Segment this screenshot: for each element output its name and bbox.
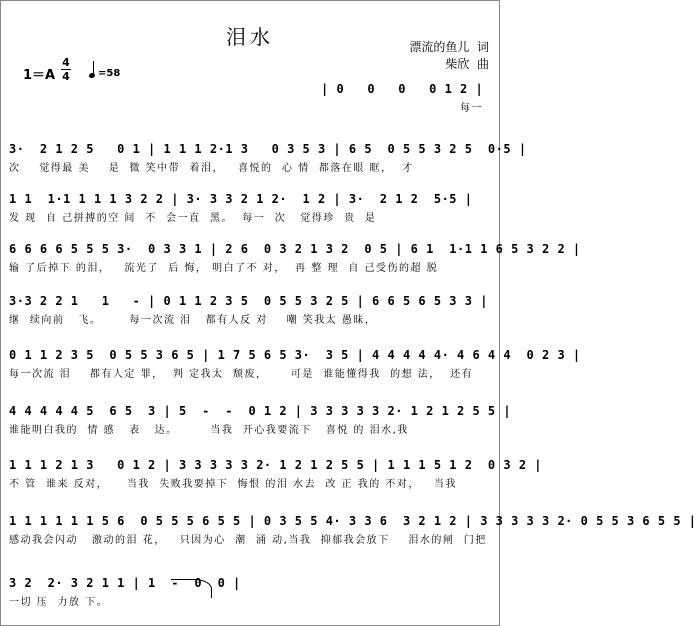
quarter-note-icon (88, 72, 95, 79)
lyrics-line-7: 不 管 谁来 反对， 当我 失败我要掉下 悔恨 的泪 水去 改 正 我的 不对， 当我 (9, 479, 457, 490)
intro-line (321, 81, 491, 116)
key-signature: 1＝A (23, 68, 56, 83)
notes-line-3: 6 6 6 6 5 5 5 3· 0 3 3 1 | 2 6 0 3 2 1 3 2 0 5 | 6 1 1·1 1 6 5 3 2 2 | (9, 242, 581, 256)
lyrics-line-8: 感动我会闪动 激动的泪 花， 只因为心 潮 涌 动,当我 抑郁我会放下 泪水的闸 门把 (9, 535, 487, 546)
intro-lyrics: 每一 (460, 103, 483, 114)
score-line-9 (9, 575, 497, 610)
composer-credit: 柴欣 曲 (445, 57, 489, 71)
score-line-5 (9, 347, 581, 382)
time-signature-bottom: 4 (62, 70, 70, 83)
score-line-2 (9, 191, 497, 226)
notes-line-5: 0 1 1 2 3 5 0 5 5 3 6 5 | 1 7 5 6 5 3· 3 5 | 4 4 4 4 4· 4 6 4 4 0 2 3 | (9, 348, 581, 362)
credits (409, 39, 489, 73)
score-line-8 (9, 513, 697, 548)
notes-line-4: 3·3 2 2 1 1 - | 0 1 1 2 3 5 0 5 5 3 2 5 | 6 6 5 6 5 3 3 | (9, 294, 488, 308)
lyrics-line-5: 每一次流 泪 都有人定 罪， 判 定我太 颓废， 可是 谁能懂得我 的想 法， 还有 (9, 369, 474, 380)
score-line-4 (9, 293, 497, 328)
song-title: 泪水 (226, 25, 274, 49)
lyrics-line-2: 发 现 自 己拼搏的空 间 不 会一直 黑。 每一 次 觉得珍 贵 是 (9, 213, 377, 224)
notes-line-1: 3· 2 1 2 5 0 1 | 1 1 1 2·1 3 0 3 5 3 | 6 5 0 5 5 3 2 5 0·5 | (9, 142, 527, 156)
notes-line-9: 3 2 2· 3 2 1 1 | 1 - 0 0 | (9, 576, 241, 590)
time-signature (61, 57, 71, 82)
lyrics-line-1: 次 觉得最 美 是 微 笑中带 着泪， 喜悦的 心 情 都落在眼 眶， 才 (9, 163, 414, 174)
notes-line-8: 1 1 1 1 1 1 5 6 0 5 5 5 6 5 5 | 0 3 5 5 4· 3 3 6 3 2 1 2 | 3 3 3 3 3 2· 0 5 5 3 6 5 5 | (9, 514, 697, 528)
score-line-1 (9, 141, 527, 176)
notes-line-6: 4 4 4 4 4 5 6 5 3 | 5 - - 0 1 2 | 3 3 3 3 3 2· 1 2 1 2 5 5 | (9, 404, 512, 418)
score-line-3 (9, 241, 581, 276)
lyricist-credit: 漂流的鱼儿 词 (409, 40, 489, 54)
tempo-marking (89, 64, 120, 79)
lyrics-line-3: 输 了后掉下 的泪， 流光了 后 悔， 明白了不 对， 再 整 理 自 己受伤的超 脱 (9, 263, 439, 274)
notes-line-2: 1 1 1·1 1 1 1 3 2 2 | 3· 3 3 2 1 2· 1 2 | 3· 2 1 2 5·5 | (9, 192, 473, 206)
notes-line-7: 1 1 1 2 1 3 0 1 2 | 3 3 3 3 3 2· 1 2 1 2 5 5 | 1 1 1 5 1 2 0 3 2 | (9, 458, 542, 472)
time-signature-top: 4 (62, 56, 70, 69)
intro-notes: | 0 0 0 0 1 2 | (321, 82, 484, 96)
tempo-value: =58 (98, 68, 121, 79)
lyrics-line-6: 谁能明白我的 情 感 表 达。 当我 开心我要流下 喜悦 的 泪水,我 (9, 425, 409, 436)
score-line-6 (9, 403, 512, 438)
score-line-7 (9, 457, 542, 492)
lyrics-line-4: 继 续向前 飞。 每一次流 泪 都有人反 对 嘲 笑我太 愚昧， (9, 315, 377, 326)
lyrics-line-9: 一切 压 力放 下。 (9, 597, 109, 608)
